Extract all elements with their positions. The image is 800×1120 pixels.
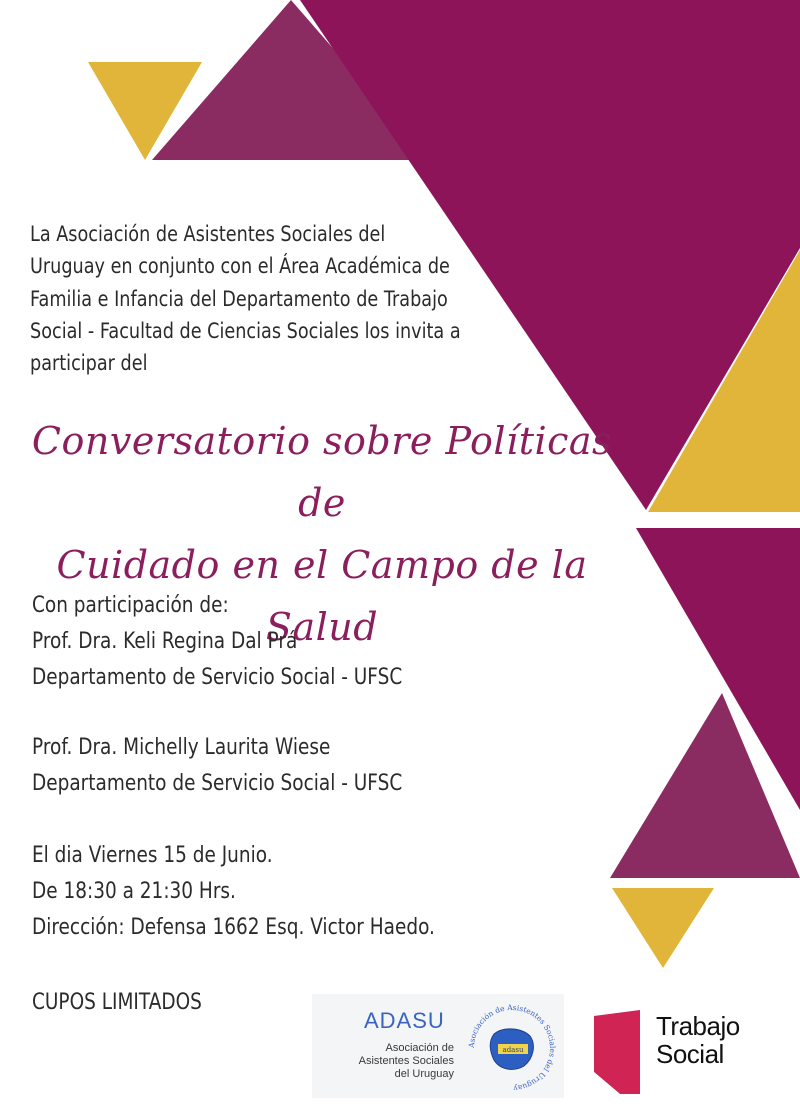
adasu-seal-center-text: adasu (502, 1046, 524, 1054)
event-title-line: Conversatorio sobre Políticas de (31, 419, 613, 525)
intro-line: La Asociación de Asistentes Sociales del (30, 222, 386, 246)
adasu-logo (312, 994, 564, 1098)
intro-line: Social - Facultad de Ciencias Sociales los invita a (30, 318, 461, 343)
event-date: El dia Viernes 15 de Junio. (32, 843, 273, 868)
event-title-line: Cuidado en el Campo de la Salud (56, 543, 588, 649)
speaker-affiliation: Departamento de Servicio Social - UFSC (32, 665, 403, 690)
intro-line: Familia e Infancia del Departamento de Trabajo (30, 286, 448, 311)
adasu-logo-subtitle: Asociación de Asistentes Sociales del Uruguay (358, 1042, 454, 1080)
adasu-logo-name: ADASU (364, 1008, 445, 1033)
adasu-seal-icon (464, 1000, 560, 1096)
limited-spots-notice: CUPOS LIMITADOS (32, 990, 202, 1015)
intro-line: participar del (30, 351, 148, 376)
intro-line: Uruguay en conjunto con el Área Académica de (30, 254, 450, 279)
speaker2-block (32, 730, 402, 802)
intro-paragraph (30, 218, 461, 379)
trabajo-social-logo (594, 1010, 784, 1100)
speaker-name: Prof. Dra. Keli Regina Dal Prá (32, 629, 298, 654)
participants-block (32, 588, 402, 696)
event-details (32, 838, 435, 946)
trabajo-social-mark-icon (594, 1010, 644, 1094)
event-address: Dirección: Defensa 1662 Esq. Victor Haedo. (32, 915, 435, 940)
speaker-name: Prof. Dra. Michelly Laurita Wiese (32, 735, 331, 760)
participants-heading: Con participación de: (32, 593, 229, 618)
trabajo-social-wordmark: Trabajo Social (656, 1011, 740, 1069)
speaker-affiliation: Departamento de Servicio Social - UFSC (32, 771, 403, 796)
gold-triangle-bottom-right (612, 888, 714, 968)
adasu-seal-ring-text: Asociación de Asistentes Sociales del Uruguay (466, 1002, 558, 1094)
event-time: De 18:30 a 21:30 Hrs. (32, 879, 236, 904)
